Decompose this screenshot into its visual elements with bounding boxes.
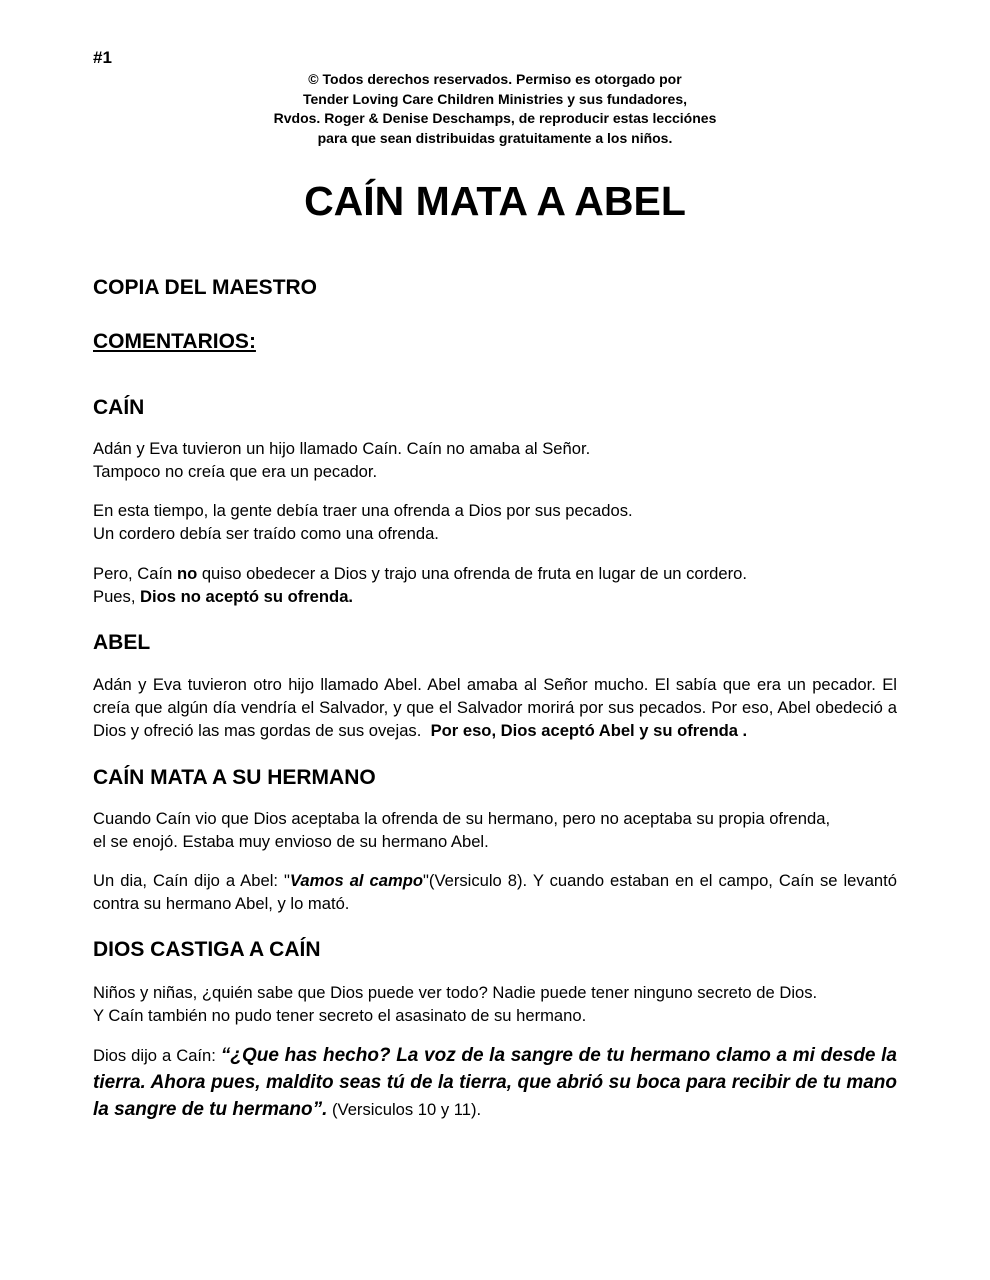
text-line: Y Caín también no pudo tener secreto el asasinato de su hermano. (93, 1006, 587, 1025)
text-run: Dios dijo a Caín: (93, 1046, 221, 1065)
abel-paragraph-1 (93, 673, 897, 742)
copyright-line: para que sean distribuidas gratuitamente a los niños. (317, 129, 673, 146)
text-line: Niños y niñas, ¿quién sabe que Dios puede ver todo? Nadie puede tener ninguno secreto de Dios. (93, 983, 818, 1002)
emphasis-text: no (176, 564, 198, 583)
text-line: Cuando Caín vio que Dios aceptaba la ofrenda de su hermano, pero no aceptaba su propia ofrenda, (93, 809, 831, 828)
section-heading-god-punishes: DIOS CASTIGA A CAÍN (93, 938, 321, 961)
page-number: #1 (93, 48, 112, 67)
cain-kills-paragraph-1 (93, 807, 897, 853)
text-run: Pero, Caín (93, 564, 177, 583)
section-heading-cain: CAÍN (93, 396, 145, 419)
comments-label: COMENTARIOS: (93, 330, 256, 353)
verse-reference: (Versiculos 10 y 11). (327, 1100, 482, 1119)
text-line (93, 585, 897, 608)
section-heading-abel: ABEL (93, 631, 151, 654)
text-line (93, 562, 897, 585)
quoted-speech: Vamos al campo (289, 871, 424, 890)
emphasis-text: Por eso, Dios aceptó Abel y su ofrenda . (430, 721, 748, 740)
text-run: quiso obedecer a Dios y trajo una ofrenda de fruta en lugar de un cordero. (197, 564, 748, 583)
god-punishes-paragraph-1 (93, 981, 897, 1027)
text-line: Adán y Eva tuvieron un hijo llamado Caín. Caín no amaba al Señor. (93, 439, 591, 458)
text-run: Pues, (93, 587, 141, 606)
text-line: Tampoco no creía que era un pecador. (93, 462, 378, 481)
teacher-copy-label: COPIA DEL MAESTRO (93, 276, 318, 299)
page-title: CAÍN MATA A ABEL (304, 178, 686, 224)
copyright-line: Tender Loving Care Children Ministries y sus fundadores, (302, 90, 688, 107)
text-run: Adán y Eva tuvieron otro hijo llamado Abel. Abel amaba al Señor mucho. El sabía que era un pecador. El creía que algún día vendría el Salvador, y que el Salvador morirá por sus pecados. Por eso, Abel obedeció a Dios y ofreció las mas gordas de sus ovejas. (93, 675, 897, 740)
section-heading-cain-kills: CAÍN MATA A SU HERMANO (93, 766, 376, 789)
god-punishes-paragraph-2 (93, 1042, 897, 1123)
copyright-line: Rvdos. Roger & Denise Deschamps, de reproducir estas lecciónes (273, 110, 717, 126)
text-line: Un cordero debía ser traído como una ofrenda. (93, 524, 439, 543)
cain-kills-paragraph-2 (93, 869, 897, 915)
emphasis-text: Dios no aceptó su ofrenda. (140, 587, 354, 606)
cain-paragraph-2 (93, 499, 897, 545)
text-line: En esta tiempo, la gente debía traer una ofrenda a Dios por sus pecados. (93, 501, 633, 520)
text-run: "(Versiculo 8). Y cuando estaban en el campo, Caín se levantó contra su hermano Abel, y lo mató. (93, 871, 898, 913)
cain-paragraph-1 (93, 437, 897, 483)
scripture-quote: “¿Que has hecho? La voz de la sangre de tu hermano clamo a mi desde la tierra. Ahora pues, maldito seas tú de la tierra, que abrió su boca para recibir de tu mano la sangre de tu hermano”. (93, 1045, 898, 1120)
text-line: el se enojó. Estaba muy envioso de su hermano Abel. (93, 832, 489, 851)
cain-paragraph-3 (93, 562, 897, 608)
copyright-line: © Todos derechos reservados. Permiso es otorgado por (308, 71, 682, 87)
copyright-notice (0, 70, 990, 148)
text-run: Un dia, Caín dijo a Abel: " (93, 871, 290, 890)
